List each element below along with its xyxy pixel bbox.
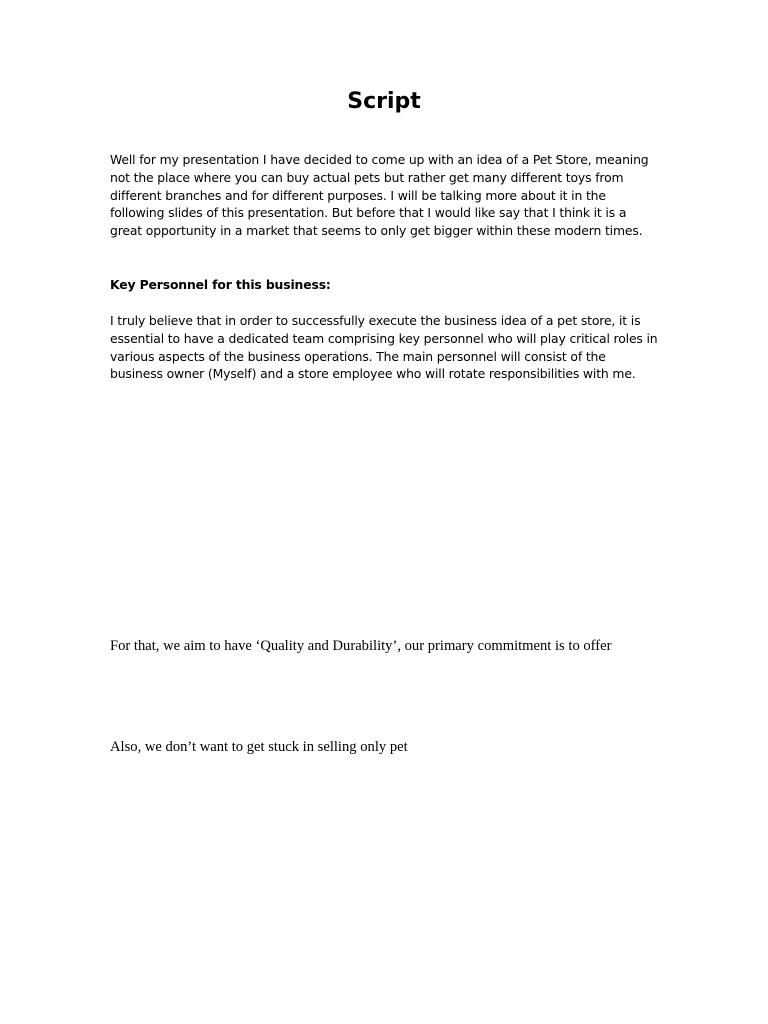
section-heading: Key Personnel for this business: bbox=[110, 277, 331, 292]
page-title: Script bbox=[347, 89, 421, 114]
quality-line: For that, we aim to have ‘Quality and Durability’, our primary commitment is to offer bbox=[110, 638, 612, 654]
personnel-paragraph: I truly believe that in order to successfully execute the business idea of a pet store, it is essential to have a dedicated team comprising key personnel who will play critical roles in various aspects of the business operations. The main personnel will consist of the business owner (Myself) and a store employee who will rotate responsibilities with me. bbox=[110, 313, 658, 382]
selling-line: Also, we don’t want to get stuck in selling only pet bbox=[110, 739, 408, 755]
intro-paragraph: Well for my presentation I have decided to come up with an idea of a Pet Store, meaning not the place where you can buy actual pets but rather get many different toys from different branches and for different purposes. I will be talking more about it in the following slides of this presentation. But before that I would like say that I think it is a great opportunity in a market that seems to only get bigger within these modern times. bbox=[110, 152, 649, 239]
